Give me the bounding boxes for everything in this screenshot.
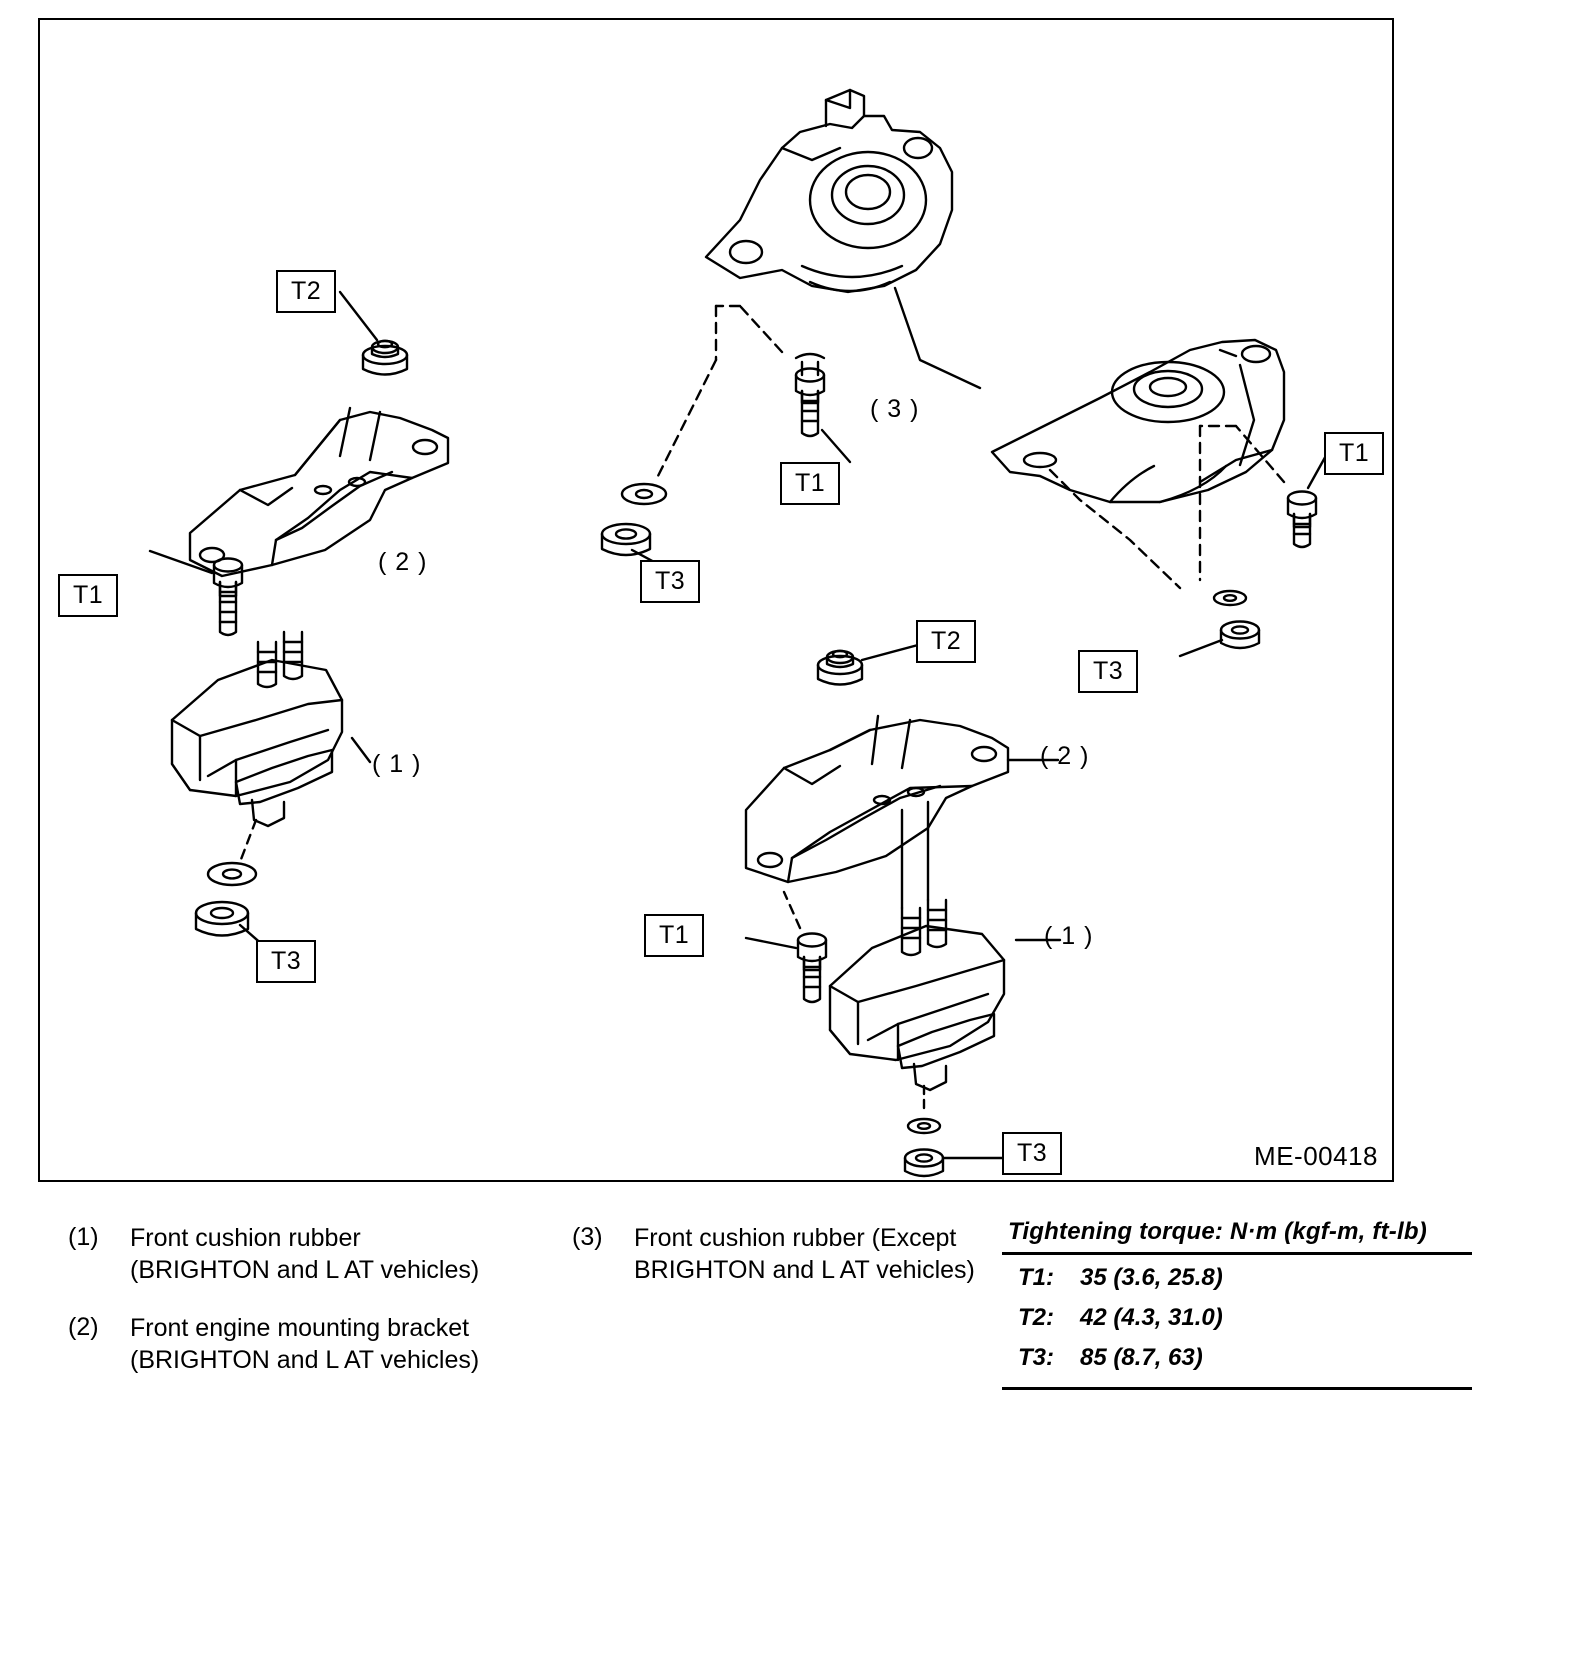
bottom-washer <box>908 1119 940 1133</box>
callout-label: T3 <box>655 567 686 595</box>
legend-item-text <box>130 1312 518 1376</box>
center-t1-leader <box>822 430 850 462</box>
left-t3-nut <box>196 902 248 936</box>
callout-label: T3 <box>1093 657 1124 685</box>
center-cushion-rubber-3 <box>706 90 952 292</box>
part-label-1-left: ( 1 ) <box>372 750 422 778</box>
callout-t1-center-top <box>780 462 840 505</box>
callout-t1-right <box>1324 432 1384 475</box>
right-dash-3 <box>1050 470 1180 588</box>
left-t1-bolt <box>214 559 242 636</box>
torque-table-title: Tightening torque: N·m (kgf-m, ft-lb) <box>1002 1218 1472 1255</box>
callout-label: T3 <box>1017 1139 1048 1167</box>
legend-item-number: (3) <box>572 1223 603 1251</box>
torque-table-bottom-rule <box>1002 1387 1472 1390</box>
legend-item <box>68 1312 518 1376</box>
torque-value: 35 (3.6, 25.8) <box>1080 1264 1223 1291</box>
callout-label: T2 <box>931 627 962 655</box>
torque-key: T3: <box>1018 1344 1054 1371</box>
torque-row <box>1002 1295 1472 1335</box>
left-t2-nut <box>363 341 407 375</box>
callout-label: T1 <box>73 581 104 609</box>
callout-label: T2 <box>291 277 322 305</box>
legend-column-2 <box>572 1222 1002 1312</box>
center-washer <box>622 484 666 504</box>
right-t3-nut <box>1221 622 1259 649</box>
torque-value: 42 (4.3, 31.0) <box>1080 1304 1223 1331</box>
center-dash-1 <box>716 306 782 352</box>
right-t3-leader <box>1180 640 1222 656</box>
callout-t3-right <box>1078 650 1138 693</box>
legend-item-number: (2) <box>68 1313 99 1341</box>
callout-label: T3 <box>271 947 302 975</box>
bottom-cushion-rubber <box>830 926 1004 1090</box>
callout-label: T1 <box>1339 439 1370 467</box>
legend-item-number: (1) <box>68 1223 99 1251</box>
left-washer-leader <box>240 820 256 862</box>
right-cushion-rubber <box>992 340 1284 502</box>
legend-column-1 <box>68 1222 518 1402</box>
part-label-2-bottom: ( 2 ) <box>1040 742 1090 770</box>
callout-label: T1 <box>659 921 690 949</box>
engine-mount-exploded-diagram <box>40 20 1392 1180</box>
left-washer <box>208 863 256 885</box>
legend-item-text <box>634 1222 1002 1286</box>
right-t1-bolt <box>1288 492 1316 548</box>
left-part1-leader <box>352 738 370 762</box>
callout-t2-left <box>276 270 336 313</box>
bottom-t2-leader <box>862 645 918 660</box>
bottom-mounting-bracket <box>746 716 1008 882</box>
legend-item-line2: (BRIGHTON and L AT vehicles) <box>130 1346 480 1374</box>
left-cushion-rubber <box>172 660 342 826</box>
legend-item <box>68 1222 518 1286</box>
legend-item-line1: Front cushion rubber (Except <box>634 1224 957 1252</box>
callout-t2-bottom <box>916 620 976 663</box>
torque-key: T1: <box>1018 1264 1054 1291</box>
legend-item-line1: Front engine mounting bracket <box>130 1314 470 1342</box>
legend-item-line1: Front cushion rubber <box>130 1224 361 1252</box>
callout-t3-bottom <box>1002 1132 1062 1175</box>
callout-t3-center-top <box>640 560 700 603</box>
legend-item-line2: (BRIGHTON and L AT vehicles) <box>130 1256 480 1284</box>
figure-id-label: ME-00418 <box>1254 1141 1378 1171</box>
callout-t1-left <box>58 574 118 617</box>
tightening-torque-table <box>1002 1218 1472 1390</box>
bottom-t1-bolt <box>798 934 826 1003</box>
left-t1-leader <box>150 551 212 573</box>
center-washer-leader <box>656 360 716 480</box>
center-t3-nut <box>602 524 650 555</box>
center-t1-bolt <box>796 354 824 436</box>
legend-item-line2: BRIGHTON and L AT vehicles) <box>634 1256 975 1284</box>
torque-row <box>1002 1255 1472 1295</box>
callout-t3-left <box>256 940 316 983</box>
left-t2-leader <box>340 292 377 340</box>
bottom-t3-nut <box>905 1150 943 1177</box>
callout-label: T1 <box>795 469 826 497</box>
torque-key: T2: <box>1018 1304 1054 1331</box>
part-label-3-center: ( 3 ) <box>870 395 920 423</box>
center-part3-leader <box>895 288 980 388</box>
bottom-dash-1 <box>784 892 800 928</box>
torque-value: 85 (8.7, 63) <box>1080 1344 1203 1371</box>
part-label-1-bottom: ( 1 ) <box>1044 922 1094 950</box>
torque-row <box>1002 1335 1472 1375</box>
part-label-2-left: ( 2 ) <box>378 548 428 576</box>
legend-item-text <box>130 1222 518 1286</box>
figure-frame <box>38 18 1394 1182</box>
bottom-t2-nut <box>818 651 862 685</box>
legend-item <box>572 1222 1002 1286</box>
right-washer <box>1214 591 1246 605</box>
callout-t1-bottom <box>644 914 704 957</box>
bottom-t1-leader <box>746 938 796 948</box>
left-studs <box>258 632 302 687</box>
